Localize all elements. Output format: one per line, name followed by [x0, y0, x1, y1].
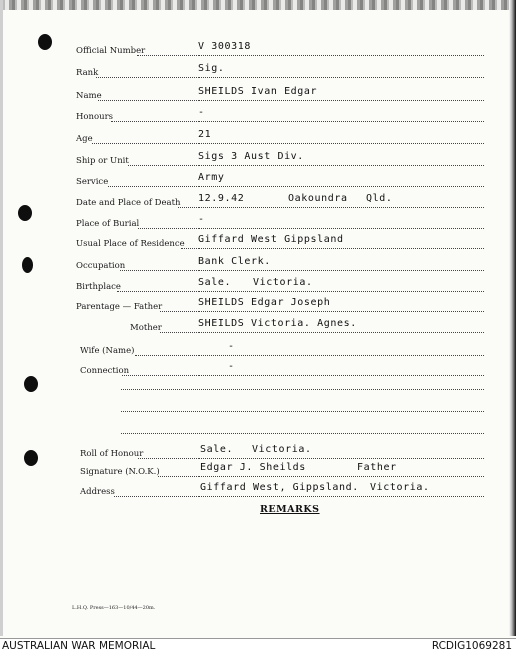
field-value: V 300318: [198, 41, 251, 52]
field-label: Signature (N.O.K.): [80, 467, 160, 477]
dotted-leader: [178, 207, 197, 208]
dotted-leader: [158, 476, 197, 477]
field-usual-residence: [0, 234, 516, 252]
field-label: Parentage — Father: [76, 302, 163, 312]
field-wife-name: [0, 341, 516, 359]
dotted-leader: [122, 375, 197, 376]
field-value-state: Qld.: [366, 193, 393, 204]
dotted-leader: [198, 332, 484, 333]
field-name: [0, 86, 516, 104]
field-honours: [0, 107, 516, 125]
archive-record-id: RCDIG1069281: [431, 640, 512, 652]
field-date-place-of-death: [0, 193, 516, 211]
dotted-leader: [96, 77, 197, 78]
dotted-leader: [198, 186, 484, 187]
field-parentage-mother: [0, 318, 516, 336]
dotted-leader: [198, 375, 484, 376]
field-label: Date and Place of Death: [76, 198, 181, 208]
dotted-leader: [181, 248, 197, 249]
dotted-leader: [120, 270, 197, 271]
field-value: Giffard West Gippsland: [198, 234, 344, 245]
remarks-heading: REMARKS: [260, 504, 320, 515]
dotted-leader: [108, 186, 197, 187]
connection-blank-line: [121, 389, 484, 390]
dotted-leader: [92, 143, 197, 144]
field-value-place: Oakoundra: [288, 193, 348, 204]
field-label: Occupation: [76, 261, 126, 271]
field-value: -: [228, 361, 235, 372]
field-age: [0, 129, 516, 147]
field-label: Usual Place of Residence: [76, 239, 185, 249]
dotted-leader: [198, 458, 484, 459]
field-roll-of-honour: [0, 444, 516, 462]
dotted-leader: [198, 291, 484, 292]
field-value: Sigs 3 Aust Div.: [198, 151, 304, 162]
field-value: SHEILDS Victoria. Agnes.: [198, 318, 357, 329]
field-occupation: [0, 256, 516, 274]
field-label: Address: [80, 487, 115, 497]
field-label: Official Number: [76, 46, 146, 56]
field-value-relationship: Father: [357, 462, 397, 473]
field-value: SHEILDS Ivan Edgar: [198, 86, 318, 97]
dotted-leader: [198, 77, 484, 78]
dotted-leader: [198, 55, 484, 56]
dotted-leader: [138, 228, 197, 229]
field-value: Army: [198, 172, 225, 183]
dotted-leader: [198, 100, 484, 101]
dotted-leader: [137, 55, 197, 56]
dotted-leader: [198, 121, 484, 122]
field-value: Bank Clerk.: [198, 256, 271, 267]
field-value: SHEILDS Edgar Joseph: [198, 297, 331, 308]
dotted-leader: [198, 248, 484, 249]
dotted-leader: [135, 355, 197, 356]
field-ship-or-unit: [0, 151, 516, 169]
archive-name: AUSTRALIAN WAR MEMORIAL: [2, 640, 156, 652]
dotted-leader: [198, 311, 484, 312]
field-label: Connection: [80, 366, 130, 376]
field-value: -: [198, 214, 205, 225]
field-parentage-father: [0, 297, 516, 315]
field-place-of-burial: [0, 214, 516, 232]
field-connection: [0, 361, 516, 379]
dotted-leader: [198, 270, 484, 271]
field-label: Age: [76, 134, 93, 144]
field-value: Sig.: [198, 63, 225, 74]
dotted-leader: [138, 458, 197, 459]
field-address: [0, 482, 516, 500]
connection-blank-line: [121, 433, 484, 434]
dotted-leader: [111, 121, 197, 122]
dotted-leader: [198, 165, 484, 166]
dotted-leader: [198, 355, 484, 356]
field-value: Sale.: [200, 444, 234, 455]
field-label: Mother: [130, 323, 162, 333]
field-label: Rank: [76, 68, 99, 78]
dotted-leader: [160, 311, 197, 312]
field-label: Place of Burial: [76, 219, 140, 229]
dotted-leader: [198, 228, 484, 229]
field-service: [0, 172, 516, 190]
scan-top-edge: [0, 0, 516, 10]
dotted-leader: [198, 207, 484, 208]
field-value: -: [228, 341, 235, 352]
field-label: Ship or Unit: [76, 156, 129, 166]
field-signature-nok: [0, 462, 516, 480]
field-value: Edgar J. Sheilds: [200, 462, 306, 473]
dotted-leader: [198, 476, 484, 477]
field-value-state: Victoria.: [370, 482, 430, 493]
field-label: Birthplace: [76, 282, 121, 292]
field-label: Wife (Name): [80, 346, 135, 356]
field-label: Honours: [76, 112, 114, 122]
field-value: 21: [198, 129, 212, 140]
field-value: Giffard West, Gippsland.: [200, 482, 359, 493]
field-birthplace: [0, 277, 516, 295]
dotted-leader: [98, 100, 197, 101]
field-value-state: Victoria.: [253, 277, 313, 288]
field-official-number: [0, 41, 516, 59]
dotted-leader: [198, 496, 484, 497]
dotted-leader: [117, 291, 197, 292]
dotted-leader: [198, 143, 484, 144]
field-label: Service: [76, 177, 109, 187]
field-value: Sale.: [198, 277, 232, 288]
connection-blank-line: [121, 411, 484, 412]
field-value-state: Victoria.: [252, 444, 312, 455]
dotted-leader: [114, 496, 197, 497]
printer-imprint: L.H.Q. Press—163—10/44—20m.: [72, 605, 156, 611]
dotted-leader: [160, 332, 197, 333]
field-value: -: [198, 107, 205, 118]
dotted-leader: [128, 165, 197, 166]
field-label: Name: [76, 91, 102, 101]
archive-footer: [0, 638, 516, 655]
field-rank: [0, 63, 516, 81]
field-value: 12.9.42: [198, 193, 245, 204]
field-label: Roll of Honour: [80, 449, 144, 459]
